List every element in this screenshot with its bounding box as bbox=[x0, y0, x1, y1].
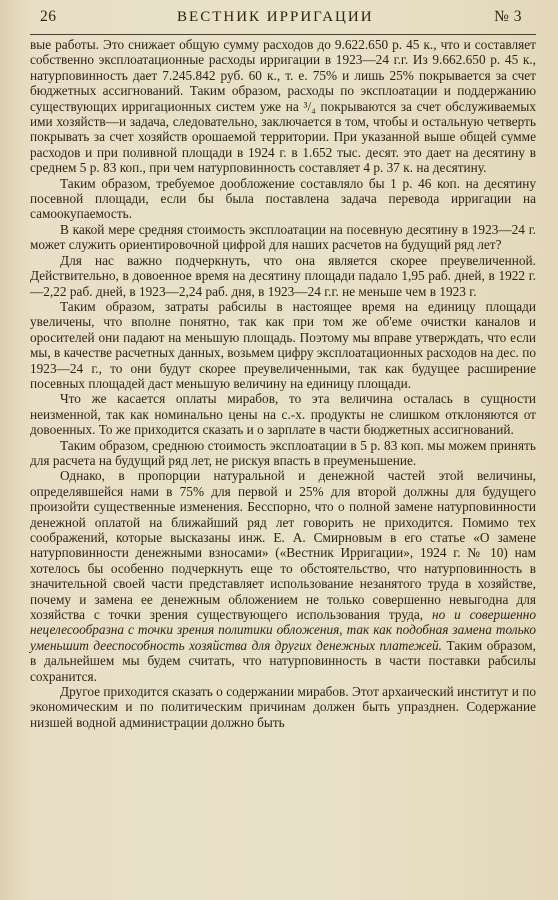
page-number: 26 bbox=[40, 8, 57, 25]
paragraph: Таким образом, затраты рабсилы в настоящее время на единицу площади увеличены, что вполне понятно, так как при том же об'еме очистки каналов и оросителей они падают на меньшую площадь. Поэтому мы вправе утверждать, что если мы, в качестве расчетных данных, возьмем цифру эксплоатационных расходов на дес. по 1923—24 г., то они будут скорее преувеличенными, так как будущее расширение посевных площадей даст меньшую величину на единицу площади. bbox=[30, 298, 536, 391]
paragraph: Таким образом, требуемое дообложение составляло бы 1 р. 46 коп. на десятину посевной площади, если бы была поставлена задача перевода ирригации на самоокупаемость. bbox=[30, 175, 536, 222]
header-rule bbox=[30, 34, 536, 35]
article-body bbox=[30, 37, 536, 730]
paragraph: Другое приходится сказать о содержании мирабов. Этот архаический институт и по экономическим и по политическим причинам должен быть упразднен. Содержание низшей водной администрации должно быть bbox=[30, 684, 536, 730]
paragraph-text: Таким образом, в дальнейшем мы будем считать, что натурповинность в части поставки рабсилы сохранится. bbox=[30, 637, 537, 684]
paragraph: вые работы. Это снижает общую сумму расходов до 9.622.650 р. 45 к., что и составляет собственно эксплоатационные расходы ирригации в 1923—24 г.г. Из 9.662.650 р. 45 к., натурповинность дает 7.245.842 руб. 60 к., т. е. 75% и лишь 25% покрывается за счет бюджетных ассигнований. Таким образом, расходы по эксплоатации и поддержанию существующих ирригационных систем уже на ³/₄ покрываются за счет обслуживаемых ими хозяйств—и задача, следовательно, заключается в том, чтобы и остальную четверть покрывать за счет хозяйств орошаемой территории. При указанной выше общей сумме расходов и при поливной площади в 1924 г. в 1.652 тыс. десят. это дает на десятину в среднем 5 р. 83 коп., при чем натурповинность составляет 4 р. 37 к. на десятину. bbox=[30, 37, 536, 176]
paragraph bbox=[30, 468, 536, 684]
paragraph: В какой мере средняя стоимость эксплоатации на посевную десятину в 1923—24 г. может служить ориентировочной цифрой для наших расчетов на будущий ряд лет? bbox=[30, 221, 536, 253]
paragraph: Для нас важно подчеркнуть, что она является скорее преувеличенной. Действительно, в довоенное время на десятину площади падало 1,95 раб. дней, в 1922 г.—2,22 раб. дней, в 1923—2,24 раб. дня, в 1923—24 г.г. не меньше чем в 1923 г. bbox=[30, 252, 536, 299]
running-head bbox=[30, 8, 536, 34]
paragraph: Что же касается оплаты мирабов, то эта величина осталась в сущности неизменной, так как номинально цены на с.-х. продукты не слишком отклоняются от довоенных. То же приходится сказать и о зарплате в части бюджетных ассигнований. bbox=[30, 391, 536, 438]
italic-emphasis: но и совершенно нецелесообразна с точки зрения политики обложения, так как подобная замена только уменьшит дееспособность хозяйства для других денежных платежей. bbox=[30, 607, 536, 653]
paragraph: Таким образом, среднюю стоимость эксплоатации в 5 р. 83 коп. мы можем принять для расчета на будущий ряд лет, не рискуя впасть в преуменьшение. bbox=[30, 437, 536, 468]
paragraph-text: Однако, в пропорции натуральной и денежной частей этой величины, определявшейся нами в 75% для первой и 25% для второй должны для будущего произойти существенные изменения. Бесспорно, что о полной замене натурповинности денежной оплатой на ближайший ряд лет говорить не приходится. Помимо тех соображений, которые высказаны инж. Е. А. Смирновым в его статье «О замене натурповинности денежными взносами» («Вестник Ирригации», 1924 г. № 10) нам хотелось бы особенно подчеркнуть еще то обстоятельство, что натурповинность в значительной своей части представляет использование незанятого труда в хозяйстве, почему и замена ее денежным обложением не только совершенно невыгодна для хозяйства с точки зрения существующего использования труда, bbox=[30, 468, 536, 623]
issue-number: № 3 bbox=[494, 8, 522, 25]
journal-title: ВЕСТНИК ИРРИГАЦИИ bbox=[177, 9, 374, 25]
